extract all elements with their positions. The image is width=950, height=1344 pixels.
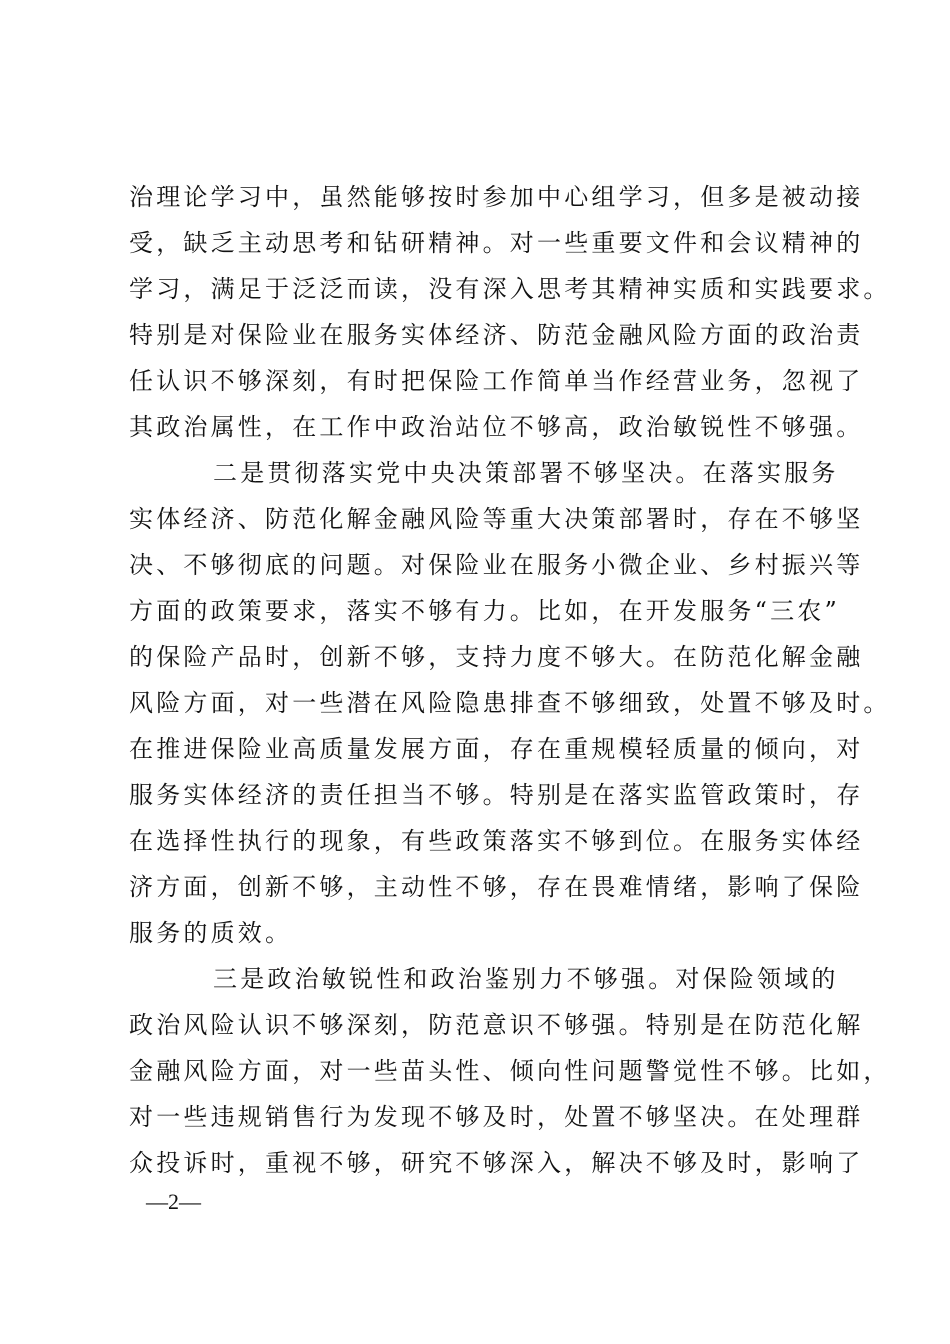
paragraph-line: 方面的政策要求，落实不够有力。比如，在开发服务“三农” — [129, 597, 840, 625]
paragraph-line: 在选择性执行的现象，有些政策落实不够到位。在服务实体经 — [129, 827, 864, 855]
paragraph-line: 学习，满足于泛泛而读，没有深入思考其精神实质和实践要求。 — [129, 275, 891, 303]
paragraph-line: 受，缺乏主动思考和钻研精神。对一些重要文件和会议精神的 — [129, 229, 864, 257]
paragraph-line: 在推进保险业高质量发展方面，存在重规模轻质量的倾向，对 — [129, 735, 864, 763]
paragraph-line: 实体经济、防范化解金融风险等重大决策部署时，存在不够坚 — [129, 505, 864, 533]
paragraph-line: 的保险产品时，创新不够，支持力度不够大。在防范化解金融 — [129, 643, 864, 671]
paragraph-line: 决、不够彻底的问题。对保险业在服务小微企业、乡村振兴等 — [129, 551, 864, 579]
page-number: —2— — [146, 1189, 201, 1214]
paragraph-line: 三是政治敏锐性和政治鉴别力不够强。对保险领域的 — [213, 965, 839, 993]
paragraph-line: 众投诉时，重视不够，研究不够深入，解决不够及时，影响了 — [129, 1149, 864, 1177]
paragraph-line: 对一些违规销售行为发现不够及时，处置不够坚决。在处理群 — [129, 1103, 864, 1131]
paragraph-line: 其政治属性，在工作中政治站位不够高，政治敏锐性不够强。 — [129, 413, 864, 441]
paragraph-line: 政治风险认识不够深刻，防范意识不够强。特别是在防范化解 — [129, 1011, 864, 1039]
paragraph-line: 风险方面，对一些潜在风险隐患排查不够细致，处置不够及时。 — [129, 689, 891, 717]
paragraph-line: 济方面，创新不够，主动性不够，存在畏难情绪，影响了保险 — [129, 873, 864, 901]
paragraph-line: 服务的质效。 — [129, 919, 293, 947]
paragraph-line: 特别是对保险业在服务实体经济、防范金融风险方面的政治责 — [129, 321, 864, 349]
paragraph-line: 服务实体经济的责任担当不够。特别是在落实监管政策时，存 — [129, 781, 864, 809]
paragraph-line: 金融风险方面，对一些苗头性、倾向性问题警觉性不够。比如， — [129, 1057, 891, 1085]
paragraph-line: 二是贯彻落实党中央决策部署不够坚决。在落实服务 — [213, 459, 839, 487]
paragraph-line: 治理论学习中，虽然能够按时参加中心组学习，但多是被动接 — [129, 183, 864, 211]
paragraph-line: 任认识不够深刻，有时把保险工作简单当作经营业务，忽视了 — [129, 367, 864, 395]
